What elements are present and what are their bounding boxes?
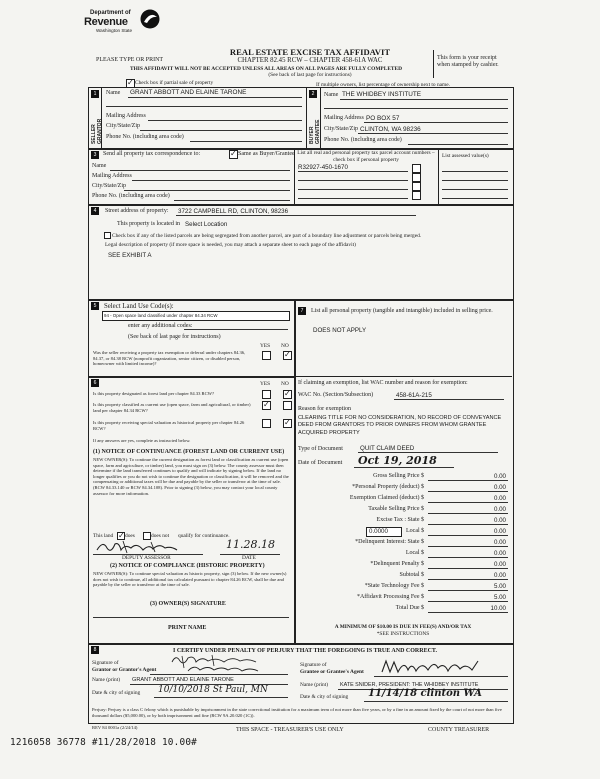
corr-phone-label: Phone No. (including area code) xyxy=(92,193,170,199)
same-as-buyer-checkbox[interactable] xyxy=(229,150,238,159)
buyer-city-label: City/State/Zip xyxy=(324,126,358,132)
processing-fee-value[interactable]: 5.00 xyxy=(493,594,506,601)
gross-price-label: Gross Selling Price $ xyxy=(373,473,424,479)
corr-name-label: Name xyxy=(92,163,107,169)
no-header-5: NO xyxy=(281,343,289,349)
see-back-note: (See back of last page for instructions) xyxy=(268,72,352,78)
receipt-note-2: when stamped by cashier. xyxy=(437,62,499,68)
recording-stamp: 1216058 36778 #11/28/2018 10.00# xyxy=(10,737,198,748)
does-label: does xyxy=(125,533,135,539)
land-use-label: Select Land Use Code(s): xyxy=(104,303,174,310)
does-not-label: does not xyxy=(151,533,170,539)
section-3-number: 3 xyxy=(91,151,99,159)
grantor-signature-icon[interactable] xyxy=(168,652,286,676)
section-4-number: 4 xyxy=(91,207,99,215)
section-1-number: 1 xyxy=(91,90,99,98)
seller-phone-label: Phone No. (including area code) xyxy=(106,134,184,140)
section-5-number: 5 xyxy=(91,302,99,310)
taxable-price-label: Taxable Selling Price $ xyxy=(368,506,424,512)
doc-date-value[interactable]: Oct 19, 2018 xyxy=(358,454,437,467)
exemption-yes-checkbox[interactable] xyxy=(262,351,271,360)
print-name-label: PRINT NAME xyxy=(168,625,207,631)
certify-statement: I CERTIFY UNDER PENALTY OF PERJURY THAT THE FOREGOING IS TRUE AND CORRECT. xyxy=(172,648,437,654)
receipt-note-1: This form is your receipt xyxy=(437,55,497,61)
answer-note: If any answers are yes, complete as instructed below. xyxy=(93,438,191,443)
buyer-name-label: Name xyxy=(324,92,339,98)
revenue-logo-icon xyxy=(138,8,164,30)
parcel-3-checkbox[interactable] xyxy=(412,182,421,191)
notice-1-title: (1) NOTICE OF CONTINUANCE (FOREST LAND OR CURRENT USE) xyxy=(93,449,285,455)
notice-2-title: (2) NOTICE OF COMPLIANCE (HISTORIC PROPERTY) xyxy=(110,563,265,569)
buyer-side-label: BUYER GRANTEE xyxy=(309,119,321,144)
deputy-assessor-label: DEPUTY ASSESSOR xyxy=(122,555,171,561)
rev-code: REV 84 0001a (2/24/14) xyxy=(92,725,138,730)
located-in-label: This property is located in xyxy=(117,221,180,227)
assessor-date-value: 11.28.18 xyxy=(226,538,275,551)
personal-deduct-label: *Personal Property (deduct) $ xyxy=(352,484,424,490)
county-treasurer-label: COUNTY TREASURER xyxy=(428,727,490,733)
land-use-see-back: (See back of last page for instructions) xyxy=(128,334,221,340)
warning-text: THIS AFFIDAVIT WILL NOT BE ACCEPTED UNLESS ALL AREAS ON ALL PAGES ARE FULLY COMPLETED xyxy=(130,66,403,72)
dept-line1: Department of xyxy=(90,10,131,16)
gross-price-value[interactable]: 0.00 xyxy=(493,473,506,480)
see-instructions-note: *SEE INSTRUCTIONS xyxy=(376,631,430,637)
subtotal-value[interactable]: 0.00 xyxy=(493,572,506,579)
personal-property-value[interactable]: DOES NOT APPLY xyxy=(313,327,367,334)
processing-fee-label: *Affidavit Processing Fee $ xyxy=(356,594,424,600)
grantee-name-value[interactable]: KATE SNIDER, PRESIDENT: THE WHIDBEY INSTITUTE xyxy=(340,682,479,688)
grantee-signature-icon[interactable] xyxy=(378,656,486,678)
excise-state-label: Excise Tax : State $ xyxy=(376,517,424,523)
boundary-checkbox[interactable] xyxy=(104,232,111,239)
personal-property-label: List all personal property (tangible and intangible) included in selling price. xyxy=(311,308,493,314)
reason-value[interactable]: CLEARING TITLE FOR NO CONSIDERATION, NO RECORD OF CONVEYANCE DEED FROM GRANTORS TO PRIOR OWNERS FROM WHOM GRANTEE ACQUIRED PROPERTY xyxy=(298,415,502,436)
reason-label: Reason for exemption xyxy=(298,406,351,412)
correspondence-label: Send all property tax correspondence to: xyxy=(103,151,201,157)
seller-name-value[interactable]: GRANT ABBOTT AND ELAINE TARONE xyxy=(130,89,247,96)
historic-yes-checkbox[interactable] xyxy=(262,419,271,428)
assessed-header: List assessed value(s) xyxy=(442,153,489,159)
exemption-no-checkbox[interactable] xyxy=(283,351,292,360)
section-2-number: 2 xyxy=(309,90,317,98)
yes-header-6: YES xyxy=(260,381,271,387)
buyer-mailing-label: Mailing Address xyxy=(324,115,364,121)
assessor-date-label: DATE xyxy=(242,555,256,561)
same-as-buyer-label: Same as Buyer/Grantee xyxy=(238,151,295,157)
corr-mailing-label: Mailing Address xyxy=(92,173,132,179)
section-6-number: 6 xyxy=(91,379,99,387)
form-subtitle: CHAPTER 82.45 RCW – CHAPTER 458-61A WAC xyxy=(237,57,383,64)
dept-line3: Washington State xyxy=(96,28,133,33)
parcel-1-value[interactable]: R32927-450-1670 xyxy=(298,164,348,171)
legal-desc-value[interactable]: SEE EXHIBIT A xyxy=(108,252,152,259)
seller-side-label: SELLER GRANTOR xyxy=(91,118,103,144)
grantee-name-label: Name (print) xyxy=(300,682,328,688)
please-type: PLEASE TYPE OR PRINT xyxy=(96,57,164,63)
land-does-label: This land xyxy=(93,533,114,539)
no-header-6: NO xyxy=(281,381,289,387)
total-due-label: Total Due $ xyxy=(395,605,424,611)
section-7-number: 7 xyxy=(298,307,306,315)
dept-line2: Revenue xyxy=(84,16,128,28)
doc-type-value[interactable]: QUIT CLAIM DEED xyxy=(360,445,415,452)
location-select[interactable]: Select Location xyxy=(185,221,228,228)
delinquent-local-value[interactable]: 0.00 xyxy=(493,550,506,557)
forest-yes-checkbox[interactable] xyxy=(262,390,271,399)
grantor-sig-label-1: Signature of xyxy=(92,660,119,666)
section-8-number: 8 xyxy=(91,646,99,654)
historic-question: Is this property receiving special valuation as historical property per chapter 84.26 RCW? xyxy=(93,420,245,431)
buyer-city-value[interactable]: CLINTON, WA 98236 xyxy=(360,126,421,133)
legal-desc-label: Legal description of property (if more space is needed, you may attach a separate sheet to each page of the affidavit) xyxy=(105,242,356,248)
taxable-price-value[interactable]: 0.00 xyxy=(493,506,506,513)
current-use-question: Is this property classified as current use (open space, farm and agricultural, or timber) land per chapter 84.34 RCW? xyxy=(93,402,251,413)
total-due-value[interactable]: 10.00 xyxy=(490,605,506,612)
historic-no-checkbox[interactable] xyxy=(283,419,292,428)
street-label: Street address of property: xyxy=(105,208,169,214)
doc-date-label: Date of Document xyxy=(298,460,343,466)
grantor-date-value[interactable]: 10/10/2018 St Paul, MN xyxy=(158,685,268,695)
land-use-code: 94 - Open space land classified under chapter 84.34 RCW xyxy=(104,313,218,318)
doc-type-label: Type of Document xyxy=(298,446,343,452)
multiple-owners-note: If multiple owners, list percentage of ownership next to name. xyxy=(316,82,450,88)
grantor-name-label: Name (print) xyxy=(92,677,120,683)
forest-no-checkbox[interactable] xyxy=(283,390,292,399)
boundary-label: Check box if any of the listed parcels are being segregated from another parcel, are part of a boundary line adjustment or parcels being merged. xyxy=(112,233,422,239)
treasurer-use-only: THIS SPACE - TREASURER'S USE ONLY xyxy=(236,727,344,733)
seller-city-label: City/State/Zip xyxy=(106,123,140,129)
perjury-note: Perjury: Perjury is a class C felony which is punishable by imprisonment in the state correctional institution for a maximum term of not more than five years, or by a fine in an amount fixed by the court of not more than five thousand dollars ($5,000.00), or by both imprisonment and fine (RCW 9A.20.020 (1C)). xyxy=(92,707,502,718)
parcel-header: List all real and personal property tax parcel account numbers – check box if personal property xyxy=(297,150,435,163)
grantee-sig-label-1: Signature of xyxy=(300,662,327,668)
additional-codes-label: enter any additional codes: xyxy=(128,323,193,329)
buyer-mailing-value[interactable]: PO BOX 57 xyxy=(366,115,400,122)
current-use-yes-checkbox[interactable] xyxy=(262,401,271,410)
grantee-date-label: Date & city of signing xyxy=(300,694,349,700)
local-rate-value: 0.0000 xyxy=(369,528,388,535)
excise-state-value[interactable]: 0.00 xyxy=(493,517,506,524)
delinquent-local-label: Local $ xyxy=(405,550,424,556)
yes-header-5: YES xyxy=(260,343,271,349)
technology-fee-value[interactable]: 5.00 xyxy=(493,583,506,590)
parcel-1-checkbox[interactable] xyxy=(412,164,421,173)
delinquent-penalty-label: *Delinquent Penalty $ xyxy=(370,561,424,567)
notice-2-body: NEW OWNER(S): To continue special valuation as historic property, sign (3) below. If the new owner(s) does not wish to continue, all additional tax calculated pursuant to chapter 84.26 RCW, shall be due and payable by the seller or transferor at the time of sale. xyxy=(93,571,287,588)
local-label: Local $ xyxy=(406,528,425,534)
notice-1-body: NEW OWNER(S): To continue the current designation as forest land or classification as current use (open space, farm and agriculture, or timber) land, you must sign on (3) below. The county assessor must then determine if the land transferred continues to qualify and will indicate by signing below. If the land no longer qualifies or you do not wish to continue the designation or classification, it will be removed and the compensating or additional taxes will be due and payable by the seller or transferor at the time of sale. (RCW 84.33.140 or RCW 84.34.108). Prior to signing (3) below, you may contact your local county assessor for more information. xyxy=(93,457,289,496)
grantee-sig-label-2: Grantee or Grantee's Agent xyxy=(300,669,364,675)
parcel-2-checkbox[interactable] xyxy=(412,173,421,182)
forest-question: Is this property designated as forest land per chapter 84.33 RCW? xyxy=(93,391,215,396)
buyer-name-value[interactable]: THE WHIDBEY INSTITUTE xyxy=(342,91,422,98)
wac-label: WAC No. (Section/Subsection) xyxy=(298,392,374,398)
qualify-label: qualify for continuance. xyxy=(178,533,230,539)
exemption-deduct-label: Exemption Claimed (deduct) $ xyxy=(349,495,424,501)
owner-signature-label: (3) OWNER(S) SIGNATURE xyxy=(150,601,226,607)
partial-sale-label: Check box if partial sale of property xyxy=(135,80,214,86)
exemption-deduct-value[interactable]: 0.00 xyxy=(493,495,506,502)
exemption-question: Was the seller receiving a property tax exemption or deferral under chapters 84.36, 84.37, or 84.38 RCW (nonprofit organization, senior citizen, or disabled person, homeowner with limited income)? xyxy=(93,350,246,366)
grantor-sig-label-2: Grantor or Grantor's Agent xyxy=(92,667,157,673)
parcel-4-checkbox[interactable] xyxy=(412,191,421,200)
street-value[interactable]: 3722 CAMPBELL RD, CLINTON, 98236 xyxy=(178,208,289,215)
seller-name-label: Name xyxy=(106,90,121,96)
exemption-claim-label: If claiming an exemption, list WAC number and reason for exemption: xyxy=(298,380,468,386)
personal-deduct-value[interactable]: 0.00 xyxy=(493,484,506,491)
corr-city-label: City/State/Zip xyxy=(92,183,126,189)
local-value[interactable]: 0.00 xyxy=(493,528,506,535)
technology-fee-label: *State Technology Fee $ xyxy=(364,583,424,589)
delinquent-state-label: *Delinquent Interest: State $ xyxy=(355,539,424,545)
subtotal-label: Subtotal $ xyxy=(399,572,424,578)
seller-mailing-label: Mailing Address xyxy=(106,113,146,119)
grantee-date-value[interactable]: 11/14/18 clinton WA xyxy=(368,688,482,699)
current-use-no-checkbox[interactable] xyxy=(283,401,292,410)
grantor-name-value[interactable]: GRANT ABBOTT AND ELAINE TARONE xyxy=(132,677,234,683)
grantor-date-label: Date & city of signing xyxy=(92,690,141,696)
delinquent-penalty-value[interactable]: 0.00 xyxy=(493,561,506,568)
wac-value[interactable]: 458-61A-215 xyxy=(396,392,432,399)
delinquent-state-value[interactable]: 0.00 xyxy=(493,539,506,546)
minimum-due-note: A MINIMUM OF $10.00 IS DUE IN FEE(S) AND/OR TAX xyxy=(334,624,472,630)
buyer-phone-label: Phone No. (including area code) xyxy=(324,137,402,143)
form-title: REAL ESTATE EXCISE TAX AFFIDAVIT xyxy=(229,47,391,57)
